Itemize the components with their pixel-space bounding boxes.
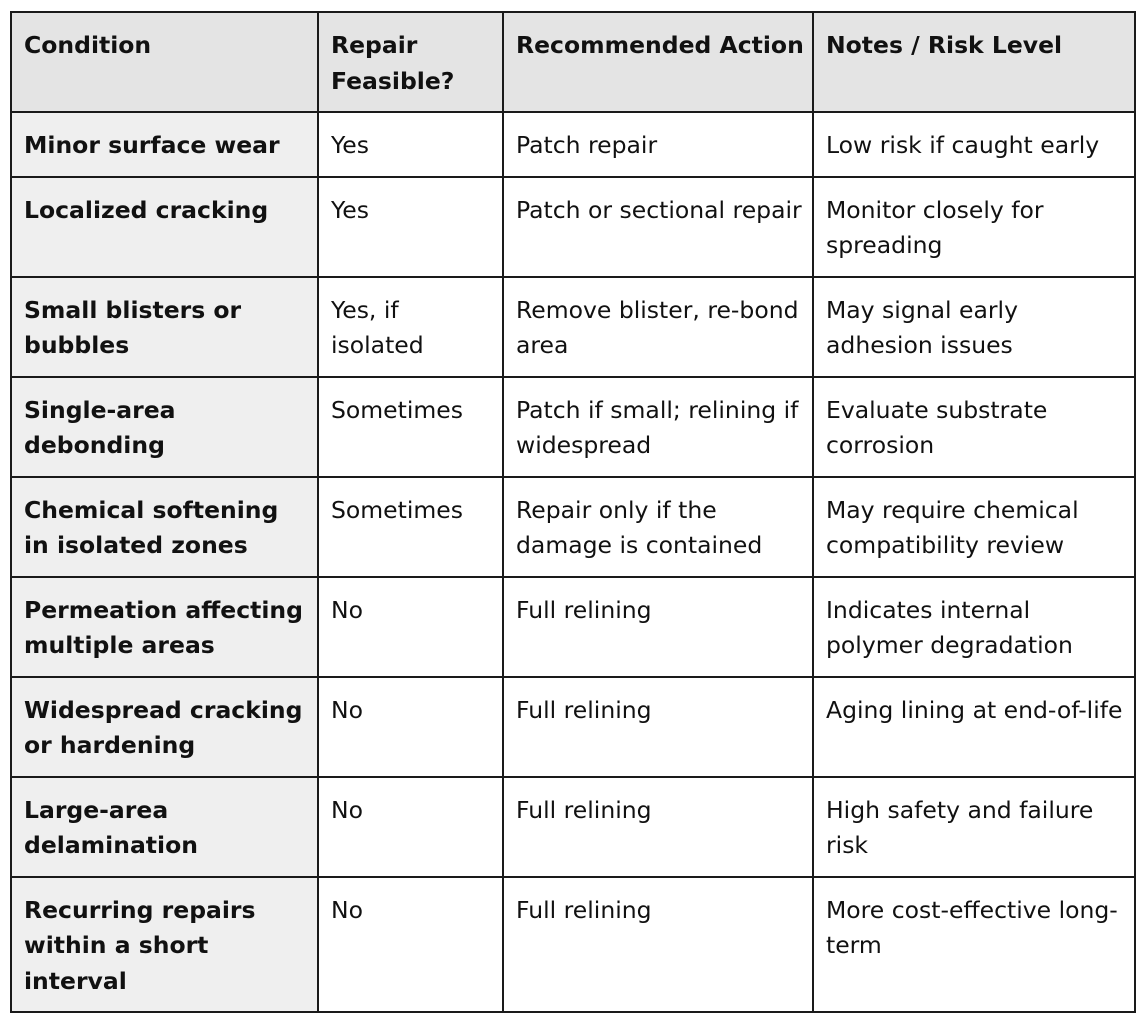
header-condition: Condition — [11, 12, 318, 112]
repair-decision-table — [10, 11, 1136, 1013]
notes-cell: More cost-effective long-term — [813, 877, 1135, 1013]
repair-feasible-cell: No — [318, 577, 503, 677]
repair-feasible-cell: No — [318, 777, 503, 877]
table-row — [11, 777, 1135, 877]
condition-cell: Recurring repairs within a short interval — [11, 877, 318, 1013]
header-notes: Notes / Risk Level — [813, 12, 1135, 112]
table-row — [11, 112, 1135, 177]
condition-cell: Widespread cracking or hardening — [11, 677, 318, 777]
notes-cell: May require chemical compatibility review — [813, 477, 1135, 577]
condition-cell: Minor surface wear — [11, 112, 318, 177]
table-row — [11, 577, 1135, 677]
notes-cell: Aging lining at end-of-life — [813, 677, 1135, 777]
recommended-action-cell: Full relining — [503, 677, 813, 777]
recommended-action-cell: Remove blister, re-bond area — [503, 277, 813, 377]
recommended-action-cell: Patch or sectional repair — [503, 177, 813, 277]
notes-cell: High safety and failure risk — [813, 777, 1135, 877]
condition-cell: Small blisters or bubbles — [11, 277, 318, 377]
notes-cell: Evaluate substrate corrosion — [813, 377, 1135, 477]
recommended-action-cell: Full relining — [503, 877, 813, 1013]
recommended-action-cell: Full relining — [503, 777, 813, 877]
condition-cell: Localized cracking — [11, 177, 318, 277]
header-repair-feasible: Repair Feasible? — [318, 12, 503, 112]
recommended-action-cell: Full relining — [503, 577, 813, 677]
table-header — [11, 12, 1135, 112]
recommended-action-cell: Patch if small; relining if widespread — [503, 377, 813, 477]
condition-cell: Single-area debonding — [11, 377, 318, 477]
table-row — [11, 377, 1135, 477]
repair-feasible-cell: Yes — [318, 112, 503, 177]
repair-feasible-cell: Yes — [318, 177, 503, 277]
repair-feasible-cell: Yes, if isolated — [318, 277, 503, 377]
repair-feasible-cell: Sometimes — [318, 377, 503, 477]
table-row — [11, 677, 1135, 777]
table-row — [11, 277, 1135, 377]
header-recommended-action: Recommended Action — [503, 12, 813, 112]
header-row — [11, 12, 1135, 112]
notes-cell: Indicates internal polymer degradation — [813, 577, 1135, 677]
repair-feasible-cell: Sometimes — [318, 477, 503, 577]
recommended-action-cell: Repair only if the damage is contained — [503, 477, 813, 577]
notes-cell: May signal early adhesion issues — [813, 277, 1135, 377]
notes-cell: Low risk if caught early — [813, 112, 1135, 177]
table-body — [11, 112, 1135, 1012]
condition-cell: Permeation affecting multiple areas — [11, 577, 318, 677]
table-row — [11, 177, 1135, 277]
condition-cell: Chemical softening in isolated zones — [11, 477, 318, 577]
repair-feasible-cell: No — [318, 877, 503, 1013]
table-row — [11, 477, 1135, 577]
table-row — [11, 877, 1135, 1013]
notes-cell: Monitor closely for spreading — [813, 177, 1135, 277]
recommended-action-cell: Patch repair — [503, 112, 813, 177]
condition-cell: Large-area delamination — [11, 777, 318, 877]
repair-feasible-cell: No — [318, 677, 503, 777]
